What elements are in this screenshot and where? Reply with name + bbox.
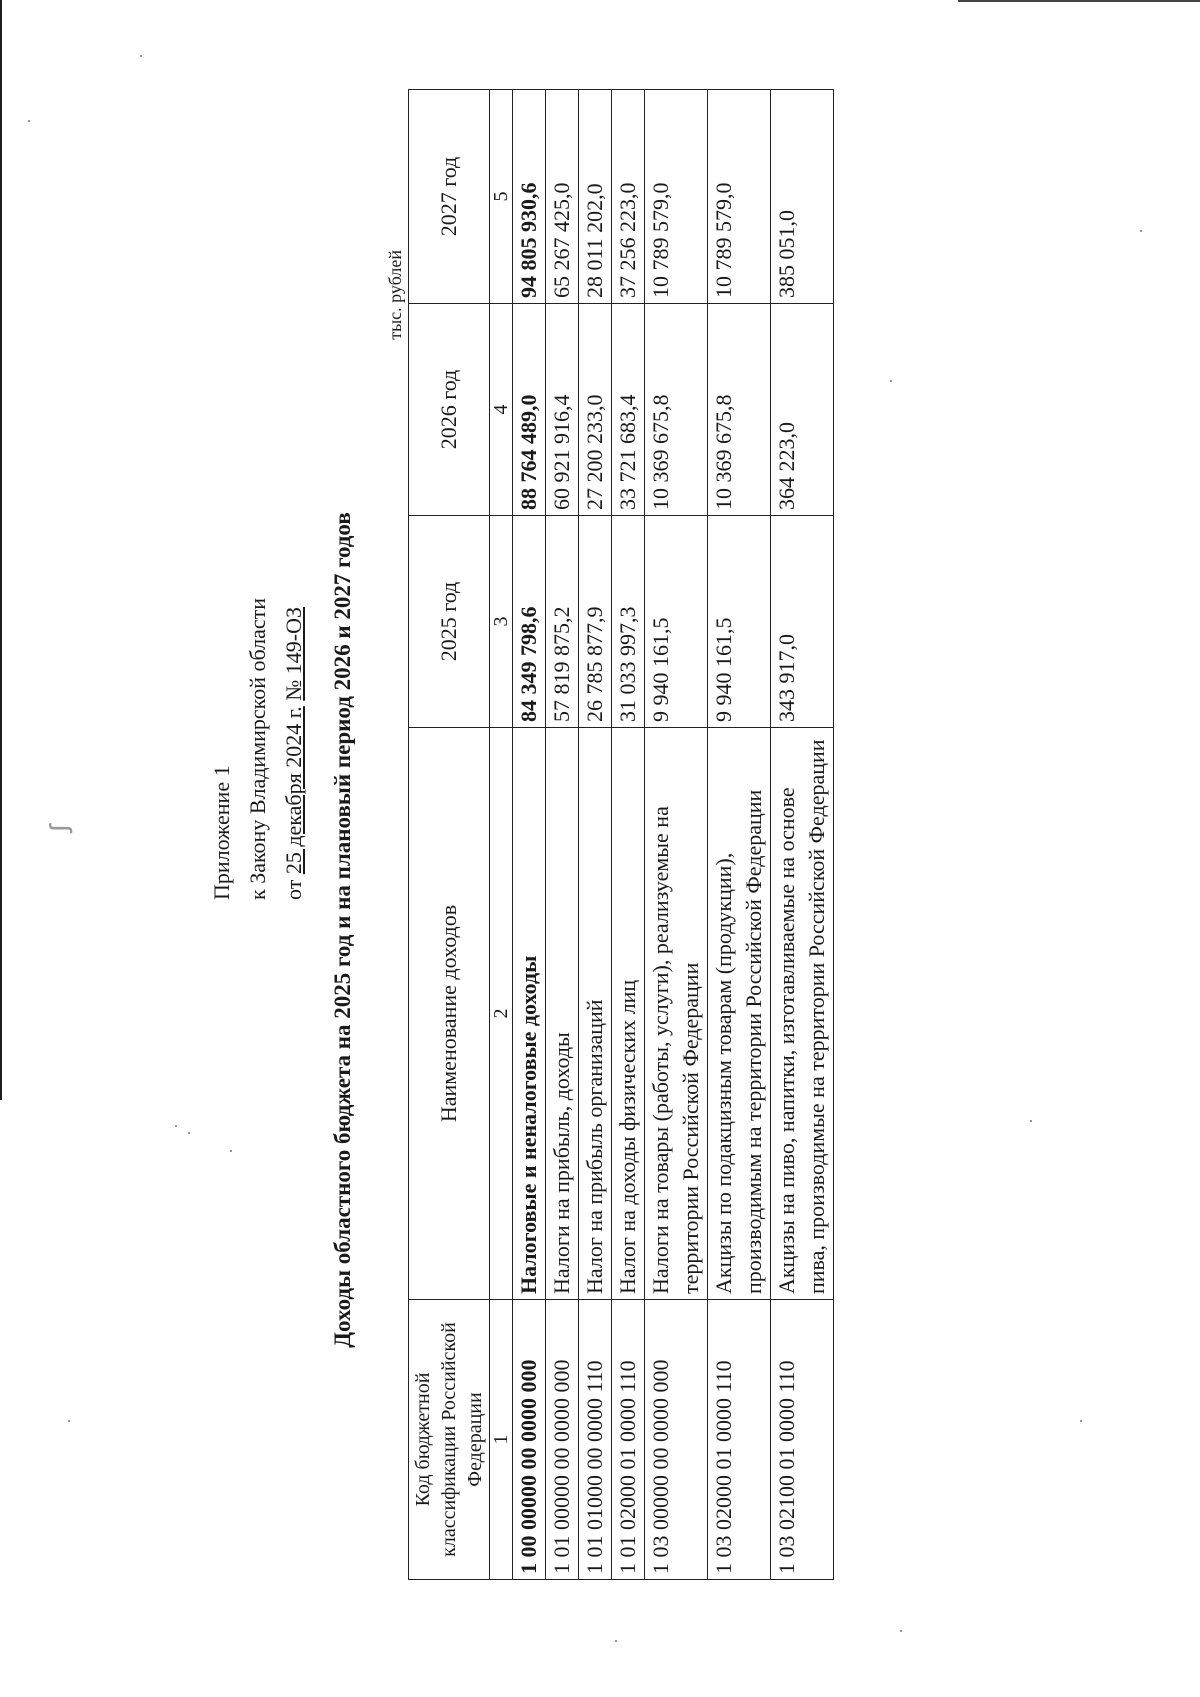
scan-edge-top: [958, 0, 1200, 2]
row-2025: 31 033 997,3: [612, 516, 645, 728]
row-code: 1 01 02000 01 0000 110: [612, 1300, 645, 1580]
table-row: [513, 90, 546, 1580]
row-2025: 26 785 877,9: [579, 516, 612, 728]
row-2026: 10 369 675,8: [708, 304, 771, 516]
row-code: 1 00 00000 00 0000 000: [513, 1300, 546, 1580]
table-row: [546, 90, 579, 1580]
col-number: 3: [490, 516, 513, 728]
header-code: Код бюджетной классификации Российской Федерации: [409, 1300, 490, 1580]
revenue-table: [408, 89, 834, 1580]
row-2025: 343 917,0: [771, 516, 834, 728]
pen-mark: ꭍ: [45, 823, 79, 834]
row-code: 1 03 02100 01 0000 110: [771, 1300, 834, 1580]
row-2027: 28 011 202,0: [579, 90, 612, 304]
row-2027: 10 789 579,0: [708, 90, 771, 304]
table-row: [612, 90, 645, 1580]
row-name: Налоговые и неналоговые доходы: [513, 728, 546, 1300]
header-2027: 2027 год: [409, 90, 490, 304]
col-number: 5: [490, 90, 513, 304]
header-name: Наименование доходов: [409, 728, 490, 1300]
row-name: Налоги на товары (работы, услуги), реализуемые на территории Российской Федерации: [645, 728, 708, 1300]
row-2026: 33 721 683,4: [612, 304, 645, 516]
row-name: Налог на прибыль организаций: [579, 728, 612, 1300]
row-name: Налоги на прибыль, доходы: [546, 728, 579, 1300]
row-name: Акцизы по подакцизным товарам (продукции), производимым на территории Российской Федерации: [708, 728, 771, 1300]
table-row: [708, 90, 771, 1580]
rotated-page: [20, 80, 1020, 1680]
row-2025: 9 940 161,5: [708, 516, 771, 728]
table-row: [645, 90, 708, 1580]
speck: [140, 55, 142, 57]
row-2027: 385 051,0: [771, 90, 834, 304]
row-2026: 27 200 233,0: [579, 304, 612, 516]
row-code: 1 03 02000 01 0000 110: [708, 1300, 771, 1580]
table-row: [579, 90, 612, 1580]
speck: [1140, 230, 1142, 232]
appendix-line-2: к Закону Владимирской области: [245, 597, 270, 900]
row-2027: 65 267 425,0: [546, 90, 579, 304]
row-name: Налог на доходы физических лиц: [612, 728, 645, 1300]
row-2025: 84 349 798,6: [513, 516, 546, 728]
row-2027: 94 805 930,6: [513, 90, 546, 304]
row-2027: 37 256 223,0: [612, 90, 645, 304]
units-label: тыс. рублей: [385, 250, 405, 340]
appendix-date-prefix: от: [281, 879, 306, 900]
row-code: 1 01 01000 00 0000 110: [579, 1300, 612, 1580]
speck: [1080, 1420, 1082, 1422]
row-2025: 57 819 875,2: [546, 516, 579, 728]
row-name: Акцизы на пиво, напитки, изготавливаемые на основе пива, производимые на территории Российской Федерации: [771, 728, 834, 1300]
document-title: Доходы областного бюджета на 2025 год и на плановый период 2026 и 2027 годов: [330, 512, 355, 1348]
row-code: 1 03 00000 00 0000 000: [645, 1300, 708, 1580]
column-number-row: [490, 90, 513, 1580]
row-2025: 9 940 161,5: [645, 516, 708, 728]
appendix-date: 25 декабря 2024 г.: [281, 706, 306, 875]
table-header-row: [409, 90, 490, 1580]
appendix-block: [204, 440, 312, 900]
row-2026: 364 223,0: [771, 304, 834, 516]
col-number: 1: [490, 1300, 513, 1580]
row-2026: 60 921 916,4: [546, 304, 579, 516]
appendix-law-number: № 149-ОЗ: [281, 607, 306, 701]
col-number: 4: [490, 304, 513, 516]
row-2026: 10 369 675,8: [645, 304, 708, 516]
header-2026: 2026 год: [409, 304, 490, 516]
row-2027: 10 789 579,0: [645, 90, 708, 304]
appendix-line-1: Приложение 1: [209, 765, 234, 900]
appendix-line-3: [276, 440, 312, 900]
header-2025: 2025 год: [409, 516, 490, 728]
table-row: [771, 90, 834, 1580]
row-code: 1 01 00000 00 0000 000: [546, 1300, 579, 1580]
col-number: 2: [490, 728, 513, 1300]
speck: [1030, 1120, 1032, 1122]
row-2026: 88 764 489,0: [513, 304, 546, 516]
scan-edge: [0, 0, 2, 1100]
